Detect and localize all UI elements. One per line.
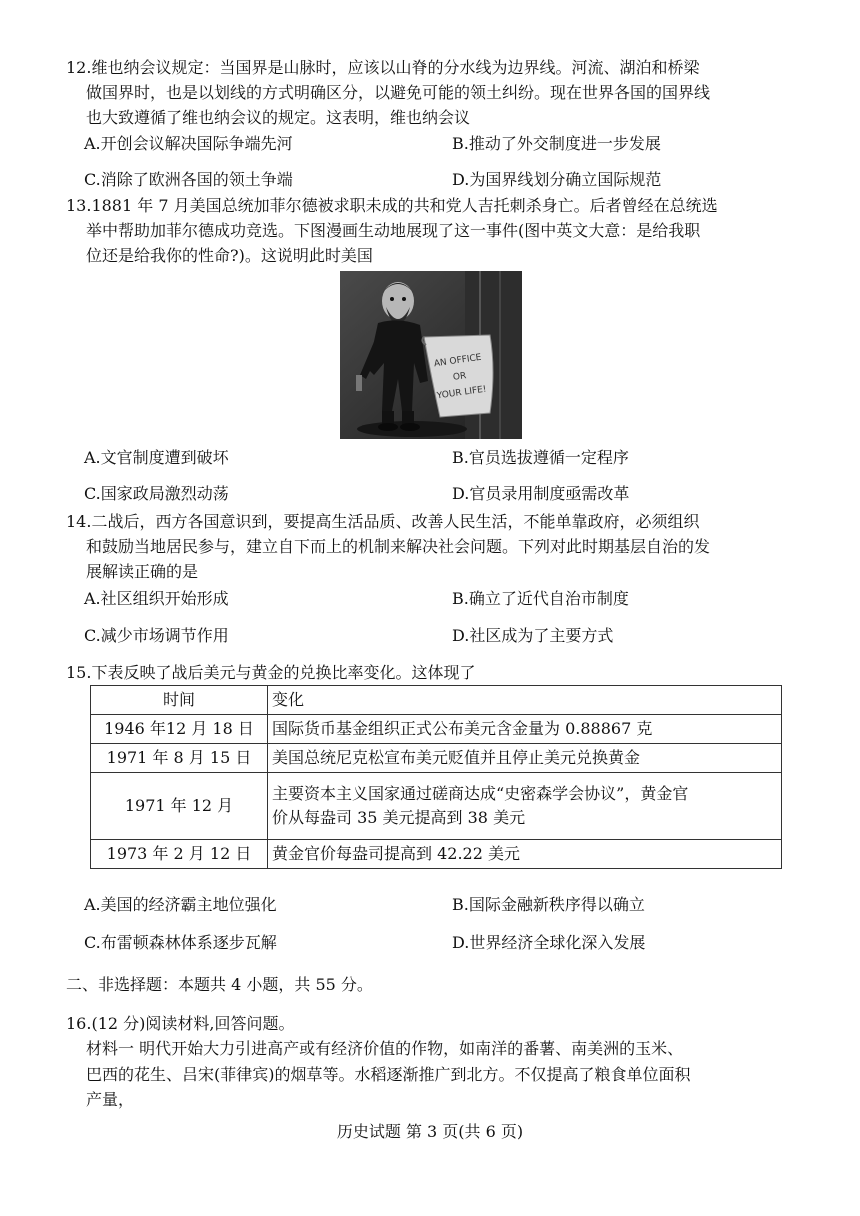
table-row <box>91 715 782 744</box>
cartoon-caption-3: YOUR LIFE! <box>436 384 488 402</box>
q12-line-3: 也大致遵循了维也纳会议的规定。这表明，维也纳会议 <box>86 108 471 127</box>
q13-option-c: C.国家政局激烈动荡 <box>84 484 229 503</box>
row-change <box>268 773 782 840</box>
table-row <box>91 773 782 840</box>
q15-option-b: B.国际金融新秩序得以确立 <box>452 895 645 914</box>
q16-line-3: 产量， <box>86 1090 135 1109</box>
row-date: 1971 年 8 月 15 日 <box>91 744 268 773</box>
row-date: 1946 年12 月 18 日 <box>91 715 268 744</box>
q12-option-b: B.推动了外交制度进一步发展 <box>452 134 661 153</box>
q12-line-2: 做国界时，也是以划线的方式明确区分，以避免可能的领土纠纷。现在世界各国的国界线 <box>86 83 711 102</box>
q12-option-a: A.开创会议解决国际争端先河 <box>84 134 293 153</box>
q13-line-3: 位还是给我你的性命?)。这说明此时美国 <box>86 246 373 265</box>
table-row <box>91 744 782 773</box>
q14-option-a: A.社区组织开始形成 <box>84 589 229 608</box>
table-header-change: 变化 <box>268 686 782 715</box>
q14-option-d: D.社区成为了主要方式 <box>452 626 614 645</box>
cartoon-caption-2: OR <box>452 371 468 383</box>
q16-line-1: 材料一 明代开始大力引进高产或有经济价值的作物，如南洋的番薯、南美洲的玉米、 <box>86 1039 684 1058</box>
q14-line-3: 展解读正确的是 <box>86 562 199 581</box>
section-heading: 二、非选择题：本题共 4 小题，共 55 分。 <box>66 975 373 994</box>
q15-stem: 15.下表反映了战后美元与黄金的兑换比率变化。这体现了 <box>66 663 476 682</box>
row-date: 1971 年 12 月 <box>91 773 268 840</box>
q13-option-d: D.官员录用制度亟需改革 <box>452 484 630 503</box>
q14-line-2: 和鼓励当地居民参与，建立自下而上的机制来解决社会问题。下列对此时期基层自治的发 <box>86 537 711 556</box>
q13-line-2: 举中帮助加菲尔德成功竞选。下图漫画生动地展现了这一事件(图中英文大意：是给我职 <box>86 221 701 240</box>
q12-line-1: 12.维也纳会议规定：当国界是山脉时，应该以山脊的分水线为边界线。河流、湖泊和桥梁 <box>66 58 700 77</box>
q12-option-c: C.消除了欧洲各国的领土争端 <box>84 170 293 189</box>
row-change-line-2: 价从每盎司 35 美元提高到 38 美元 <box>272 808 526 827</box>
q14-line-1: 14.二战后，西方各国意识到，要提高生活品质、改善人民生活，不能单靠政府，必须组织 <box>66 512 700 531</box>
cartoon-caption-1: AN OFFICE <box>433 352 483 370</box>
q16-line-2: 巴西的花生、吕宋(菲律宾)的烟草等。水稻逐渐推广到北方。不仅提高了粮食单位面积 <box>86 1065 691 1084</box>
page-footer: 历史试题 第 3 页(共 6 页) <box>336 1122 524 1141</box>
q15-option-a: A.美国的经济霸主地位强化 <box>84 895 277 914</box>
q13-option-b: B.官员选拔遵循一定程序 <box>452 448 629 467</box>
row-change: 黄金官价每盎司提高到 42.22 美元 <box>268 840 782 869</box>
table-header-time: 时间 <box>91 686 268 715</box>
q14-option-c: C.减少市场调节作用 <box>84 626 229 645</box>
garfield-cartoon-image <box>340 271 522 439</box>
table-row <box>91 840 782 869</box>
q13-option-a: A.文官制度遭到破坏 <box>84 448 229 467</box>
q13-line-1: 13.1881 年 7 月美国总统加菲尔德被求职未成的共和党人吉托刺杀身亡。后者曾经在总统选 <box>66 196 718 215</box>
q14-option-b: B.确立了近代自治市制度 <box>452 589 629 608</box>
q15-option-d: D.世界经济全球化深入发展 <box>452 933 646 952</box>
row-date: 1973 年 2 月 12 日 <box>91 840 268 869</box>
q16-stem: 16.(12 分)阅读材料,回答问题。 <box>66 1014 295 1033</box>
table-header-row <box>91 686 782 715</box>
exchange-rate-table <box>90 685 782 869</box>
row-change: 美国总统尼克松宣布美元贬值并且停止美元兑换黄金 <box>268 744 782 773</box>
q15-option-c: C.布雷顿森林体系逐步瓦解 <box>84 933 277 952</box>
row-change: 国际货币基金组织正式公布美元含金量为 0.88867 克 <box>268 715 782 744</box>
q12-option-d: D.为国界线划分确立国际规范 <box>452 170 662 189</box>
row-change-line-1: 主要资本主义国家通过磋商达成“史密森学会协议”，黄金官 <box>272 784 689 803</box>
